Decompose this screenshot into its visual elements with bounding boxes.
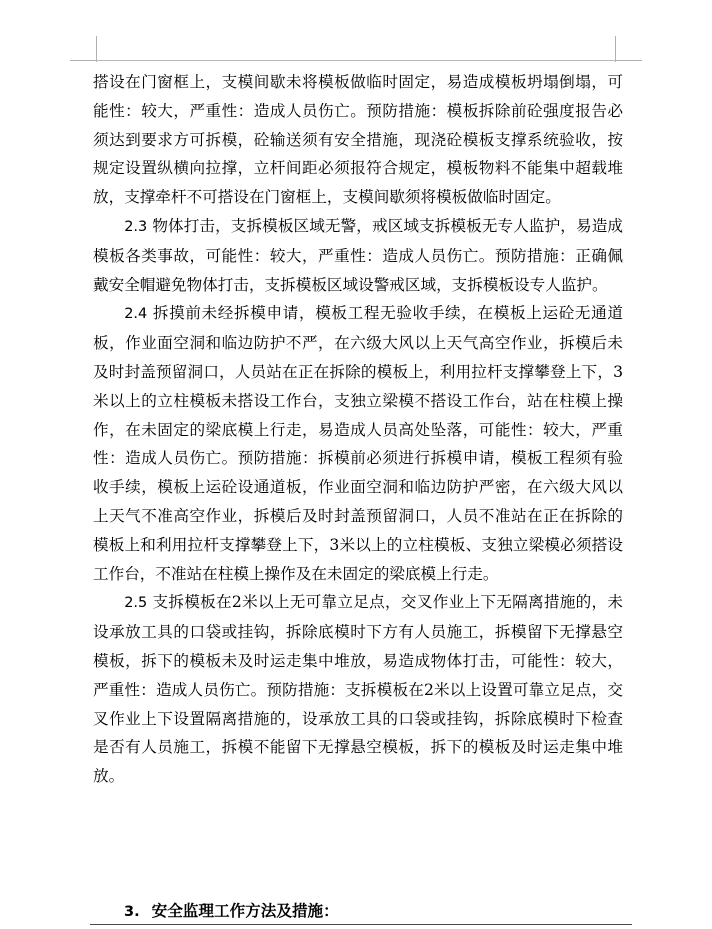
- section-heading: [124, 897, 604, 926]
- crop-mark-top-left: [96, 36, 97, 62]
- paragraph-2-4: [93, 299, 623, 588]
- paragraph-2-3: [93, 212, 623, 299]
- crop-mark-top-right-h: [616, 60, 642, 61]
- header-margin-line: [96, 60, 616, 61]
- body-text: [93, 68, 623, 791]
- section-heading-number: 3.: [124, 904, 140, 920]
- paragraph-text: 支拆模板在2米以上无可靠立足点，交叉作业上下无隔离措施的，未设承放工具的口袋或挂钩，拆除底模时下方有人员施工，拆模留下无撑悬空模板，拆下的模板未及时运走集中堆放，易造成物体打击，可能性：较大，严重性：造成人员伤亡。预防措施：支拆模板在2米以上设置可靠立足点，交叉作业上下设置隔离措施的，设承放工具的口袋或挂钩，拆除底模时下检查是否有人员施工，拆模不能留下无撑悬空模板，拆下的模板及时运走集中堆放。: [93, 593, 623, 786]
- paragraph-text: 物体打击，支拆模板区域无警，戒区域支拆模板无专人监护，易造成模板各类事故，可能性：较大，严重性：造成人员伤亡。预防措施：正确佩戴安全帽避免物体打击，支拆模板区域设警戒区域，支拆模板设专人监护。: [93, 216, 623, 294]
- crop-mark-top-left-h: [70, 60, 96, 61]
- footer-margin-line: [90, 924, 632, 925]
- crop-mark-top-right: [615, 36, 616, 62]
- section-heading-title: 安全监理工作方法及措施：: [151, 901, 339, 920]
- paragraph-number: 2.3: [124, 218, 148, 235]
- paragraph-number: 2.4: [124, 306, 148, 323]
- paragraph-text: 拆摸前未经拆模申请，模板工程无验收手续，在模板上运砼无通道板，作业面空洞和临边防护不严，在六级大风以上天气高空作业，拆模后未及时封盖预留洞口，人员站在正在拆除的模板上，利用拉杆支撑攀登上下，3米以上的立柱模板未搭设工作台，支独立梁模不搭设工作台，站在柱模上操作，在未固定的梁底模上行走，易造成人员高处坠落，可能性：较大，严重性：造成人员伤亡。预防措施：拆模前必须进行拆模申请，模板工程须有验收手续，模板上运砼设通道板，作业面空洞和临边防护严密，在六级大风以上天气不准高空作业，拆模后及时封盖预留洞口，人员不准站在正在拆除的模板上和利用拉杆支撑攀登上下，3米以上的立柱模板、支独立梁模必须搭设工作台，不准站在柱模上操作及在未固定的梁底模上行走。: [93, 304, 623, 583]
- paragraph-number: 2.5: [124, 595, 148, 612]
- paragraph-text: 搭设在门窗框上，支模间歇未将模板做临时固定，易造成模板坍塌倒塌，可能性：较大，严重性：造成人员伤亡。预防措施：模板拆除前砼强度报告必须达到要求方可拆模，砼输送须有安全措施，现浇砼模板支撑系统验收，按规定设置纵横向拉撑，立杆间距必须报符合规定，模板物料不能集中超载堆放，支撑牵杆不可搭设在门窗框上，支模间歇须将模板做临时固定。: [93, 73, 623, 207]
- paragraph-2-5: [93, 588, 623, 791]
- paragraph-continued: [93, 68, 623, 212]
